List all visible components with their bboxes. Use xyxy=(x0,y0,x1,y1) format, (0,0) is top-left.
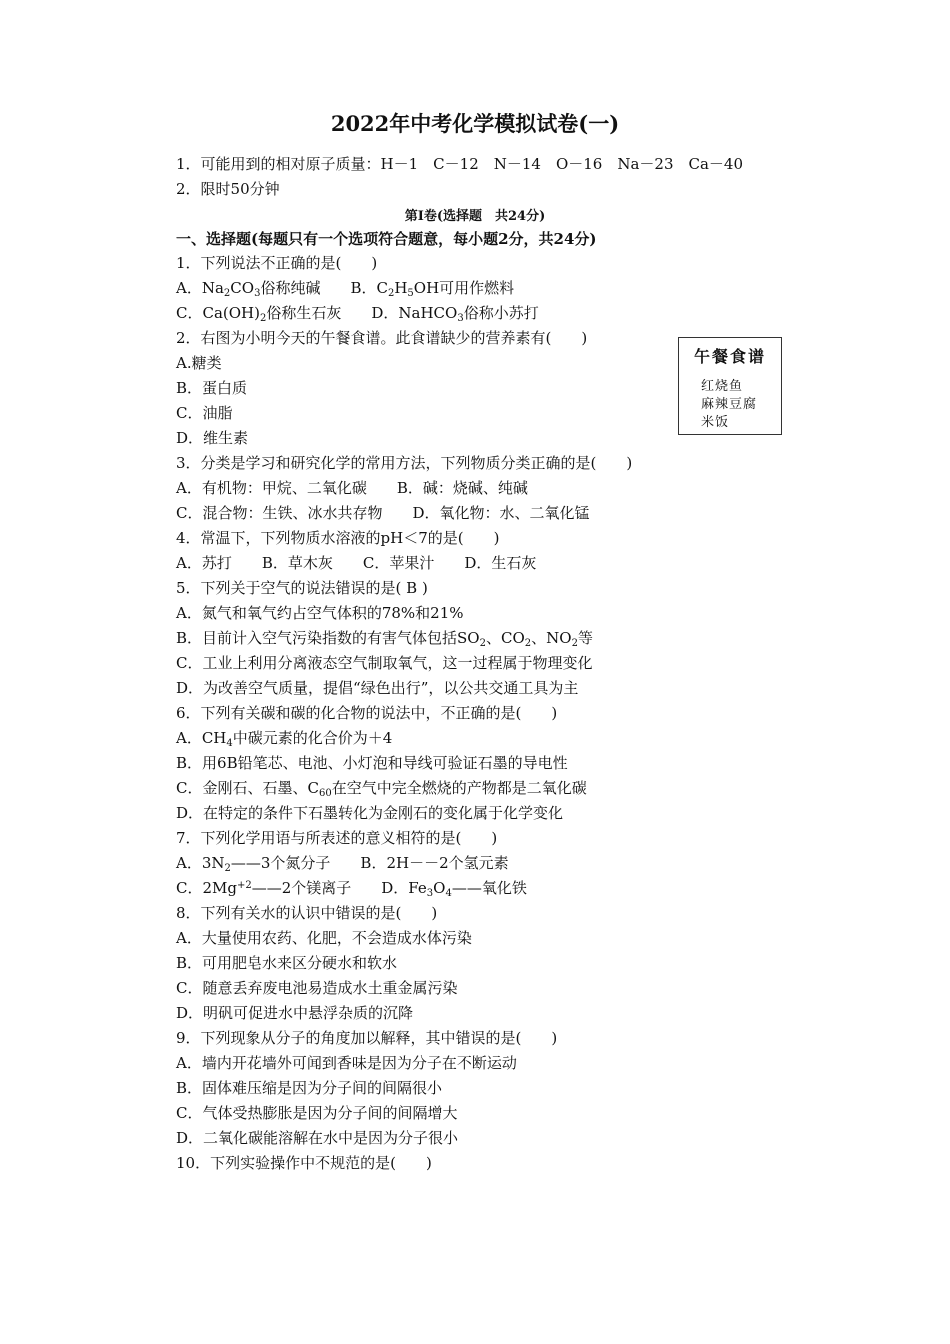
option-b: B．目前计入空气污染指数的有害气体包括$SO_2$、$CO_2$、$NO_2$等 xyxy=(176,629,593,649)
question-stem: 1．下列说法不正确的是( ) xyxy=(176,254,378,272)
option-d: D．在特定的条件下石墨转化为金刚石的变化属于化学变化 xyxy=(176,804,564,822)
option-a: A.糖类 xyxy=(176,354,222,372)
option-a: A．$CH_4$中碳元素的化合价为＋4 xyxy=(176,729,393,749)
question-stem: 4．常温下，下列物质水溶液的pH＜7的是( ) xyxy=(176,529,500,547)
menu-item: 米饭 xyxy=(701,415,730,430)
lunch-menu-figure xyxy=(678,337,782,435)
info-line-atomic-mass: 1．可能用到的相对原子质量：H－1 C－12 N－14 O－16 Na－23 Ca－40 xyxy=(176,155,743,173)
info-line-time-limit: 2．限时50分钟 xyxy=(176,180,280,198)
question-stem: 6．下列有关碳和碳的化合物的说法中，不正确的是( ) xyxy=(176,704,558,722)
question-stem: 9．下列现象从分子的角度加以解释，其中错误的是( ) xyxy=(176,1029,558,1047)
question-options: C．$Ca(OH)_2$俗称生石灰 D．NaHCO$_3$俗称小苏打 xyxy=(176,304,539,324)
option-a: A．大量使用农药、化肥，不会造成水体污染 xyxy=(176,929,472,947)
question-options: C．混合物：生铁、冰水共存物 D．氧化物：水、二氧化锰 xyxy=(176,504,590,522)
question-stem: 2．右图为小明今天的午餐食谱。此食谱缺少的营养素有( ) xyxy=(176,329,588,347)
question-stem: 7．下列化学用语与所表述的意义相符的是( ) xyxy=(176,829,498,847)
question-stem: 5．下列关于空气的说法错误的是( B ) xyxy=(176,579,428,597)
option-b: B．蛋白质 xyxy=(176,379,248,397)
question-stem: 10．下列实验操作中不规范的是( ) xyxy=(176,1154,432,1172)
option-b: B．固体难压缩是因为分子间的间隔很小 xyxy=(176,1079,443,1097)
option-d: D．明矾可促进水中悬浮杂质的沉降 xyxy=(176,1004,414,1022)
section-header: 第Ⅰ卷(选择题 共24分) xyxy=(404,209,546,224)
option-a: A．墙内开花墙外可闻到香味是因为分子在不断运动 xyxy=(176,1054,517,1072)
question-options: A．苏打 B．草木灰 C．苹果汁 D．生石灰 xyxy=(176,554,537,572)
question-stem: 8．下列有关水的认识中错误的是( ) xyxy=(176,904,438,922)
option-c: C．气体受热膨胀是因为分子间的间隔增大 xyxy=(176,1104,458,1122)
question-options: A．$Na_2CO_3$俗称纯碱 B．$C_2H_5OH$可用作燃料 xyxy=(176,279,515,299)
option-d: D．维生素 xyxy=(176,429,249,447)
option-b: B．用6B铅笔芯、电池、小灯泡和导线可验证石墨的导电性 xyxy=(176,754,568,772)
question-stem: 3．分类是学习和研究化学的常用方法，下列物质分类正确的是( ) xyxy=(176,454,633,472)
option-c: C．工业上利用分离液态空气制取氧气，这一过程属于物理变化 xyxy=(176,654,593,672)
option-c: C．油脂 xyxy=(176,404,233,422)
option-c: C．金刚石、石墨、$C_{60}$在空气中完全燃烧的产物都是二氧化碳 xyxy=(176,779,587,799)
menu-item: 麻辣豆腐 xyxy=(701,397,758,412)
option-d: D．为改善空气质量，提倡“绿色出行”，以公共交通工具为主 xyxy=(176,679,579,697)
question-options: A．有机物：甲烷、二氧化碳 B．碱：烧碱、纯碱 xyxy=(176,479,528,497)
option-d: D．二氧化碳能溶解在水中是因为分子很小 xyxy=(176,1129,459,1147)
option-b: B．可用肥皂水来区分硬水和软水 xyxy=(176,954,398,972)
question-options: C．$2Mg^{+2}——2$个镁离子 D．$Fe_3O_4——$氧化铁 xyxy=(176,879,527,899)
page-title: 2022年中考化学模拟试卷(一) xyxy=(330,111,620,136)
question-options: A．$3N_2——3$个氮分子 B．2H－－2个氢元素 xyxy=(176,854,509,874)
option-a: A．氮气和氧气约占空气体积的78%和21% xyxy=(176,604,464,622)
section-title: 一、选择题(每题只有一个选项符合题意，每小题2分，共24分) xyxy=(176,230,597,248)
option-c: C．随意丢弃废电池易造成水土重金属污染 xyxy=(176,979,458,997)
menu-item: 红烧鱼 xyxy=(701,379,744,394)
menu-title: 午餐食谱 xyxy=(693,347,766,366)
